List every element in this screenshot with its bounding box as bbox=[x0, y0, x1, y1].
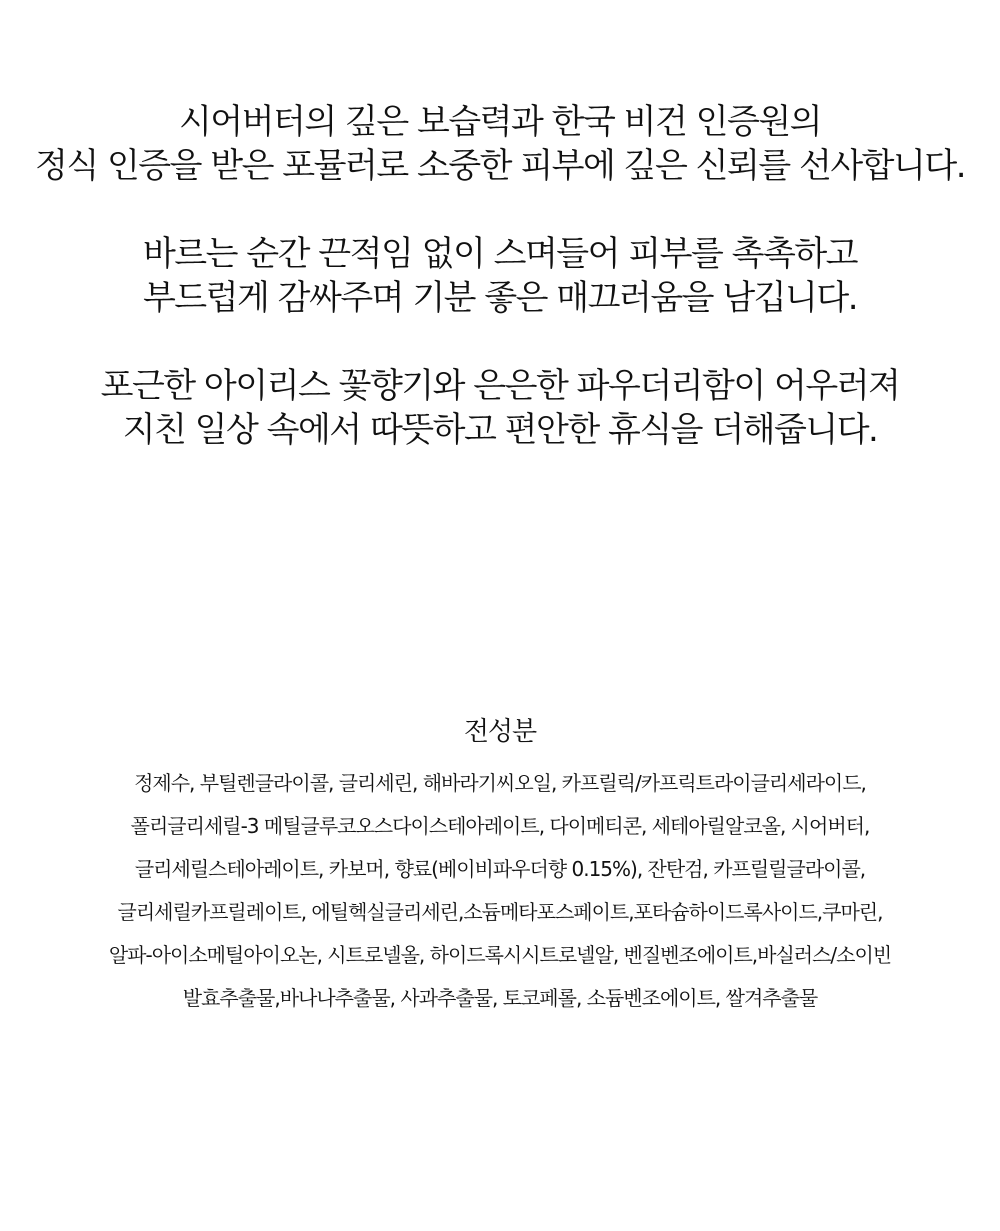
ingredients-title: 전성분 bbox=[463, 717, 537, 747]
description-line: 시어버터의 깊은 보습력과 한국 비건 인증원의 bbox=[178, 102, 822, 142]
description-line: 부드럽게 감싸주며 기분 좋은 매끄러움을 남깁니다. bbox=[142, 278, 858, 318]
ingredients-line: 발효추출물,바나나추출물, 사과추출물, 토코페롤, 소듐벤조에이트, 쌀겨추출물 bbox=[182, 986, 818, 1010]
ingredients-line: 폴리글리세릴-3 메틸글루코오스다이스테아레이트, 다이메티콘, 세테아릴알코올, 시어버터, bbox=[130, 814, 870, 838]
ingredients-line: 글리세릴카프릴레이트, 에틸헥실글리세린,소듐메타포스페이트,포타슘하이드록사이드,쿠마린, bbox=[117, 900, 883, 924]
product-description bbox=[0, 100, 1000, 496]
description-paragraph-moisture bbox=[0, 100, 1000, 188]
ingredients-line: 정제수, 부틸렌글라이콜, 글리세린, 해바라기씨오일, 카프릴릭/카프릭트라이글리세라이드, bbox=[134, 771, 866, 795]
description-line: 포근한 아이리스 꽃향기와 은은한 파우더리함이 어우러져 bbox=[100, 366, 900, 406]
description-paragraph-fragrance bbox=[0, 364, 1000, 452]
description-line: 정식 인증을 받은 포뮬러로 소중한 피부에 깊은 신뢰를 선사합니다. bbox=[34, 146, 966, 186]
description-line: 바르는 순간 끈적임 없이 스며들어 피부를 촉촉하고 bbox=[142, 234, 858, 274]
ingredients-line: 알파-아이소메틸아이오논, 시트로넬올, 하이드록시시트로넬알, 벤질벤조에이트,바실러스/소이빈 bbox=[108, 943, 892, 967]
ingredients-line: 글리세릴스테아레이트, 카보머, 향료(베이비파우더향 0.15%), 잔탄검, 카프릴릴글라이콜, bbox=[134, 857, 866, 881]
description-paragraph-texture bbox=[0, 232, 1000, 320]
ingredients-section bbox=[0, 712, 1000, 1020]
description-line: 지친 일상 속에서 따뜻하고 편안한 휴식을 더해줍니다. bbox=[122, 410, 878, 450]
